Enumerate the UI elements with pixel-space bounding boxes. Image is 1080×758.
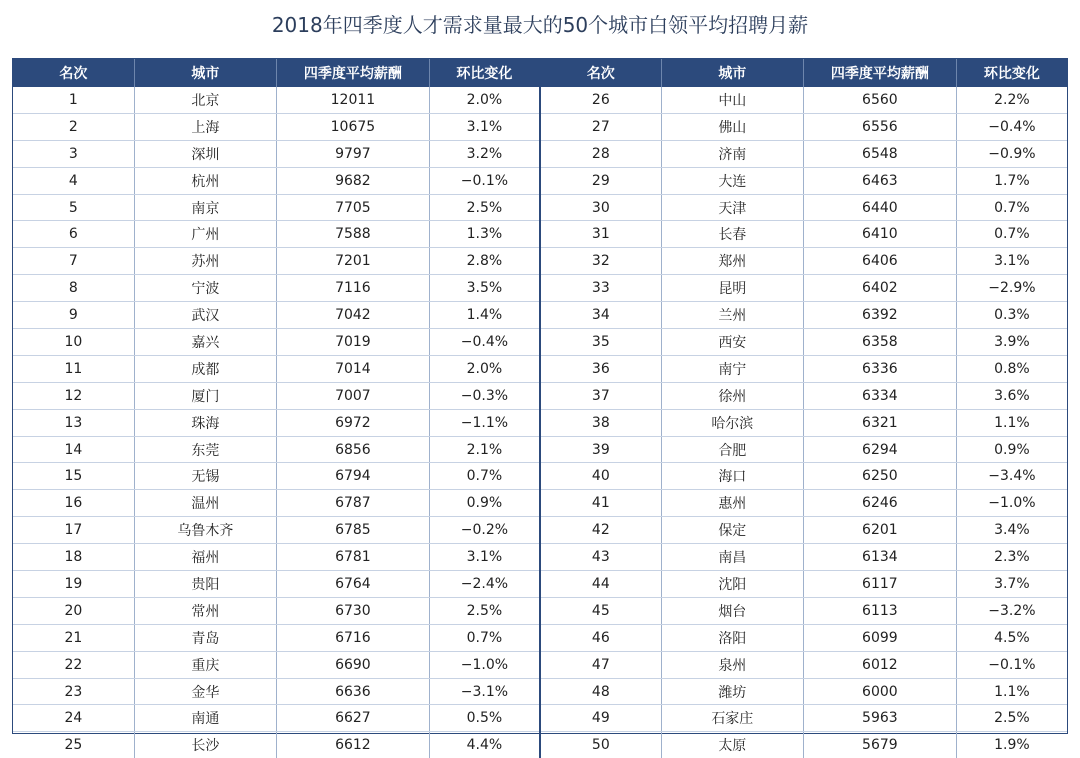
left-rank-cell: 4: [13, 167, 134, 194]
right-city-cell: 徐州: [661, 382, 803, 409]
left-change-cell: 0.7%: [429, 624, 540, 651]
left-salary-cell: 10675: [276, 113, 429, 140]
right-salary-cell: 6358: [803, 329, 956, 356]
left-change-cell: 4.4%: [429, 732, 540, 758]
left-rank-cell: 21: [13, 624, 134, 651]
left-city-cell: 珠海: [134, 409, 276, 436]
header-salary-right: 四季度平均薪酬: [803, 59, 956, 87]
right-salary-cell: 6548: [803, 140, 956, 167]
left-city-cell: 宁波: [134, 275, 276, 302]
left-change-cell: 2.5%: [429, 597, 540, 624]
right-city-cell: 兰州: [661, 302, 803, 329]
left-rank-cell: 18: [13, 544, 134, 571]
header-rank-right: 名次: [540, 59, 661, 87]
table-row: [13, 678, 1067, 705]
left-rank-cell: 12: [13, 382, 134, 409]
right-rank-cell: 37: [540, 382, 661, 409]
left-salary-cell: 7201: [276, 248, 429, 275]
left-city-cell: 温州: [134, 490, 276, 517]
left-city-cell: 杭州: [134, 167, 276, 194]
left-city-cell: 厦门: [134, 382, 276, 409]
right-city-cell: 惠州: [661, 490, 803, 517]
table-row: [13, 490, 1067, 517]
left-city-cell: 深圳: [134, 140, 276, 167]
right-change-cell: 3.6%: [956, 382, 1067, 409]
left-salary-cell: 7019: [276, 329, 429, 356]
right-city-cell: 昆明: [661, 275, 803, 302]
right-change-cell: 4.5%: [956, 624, 1067, 651]
right-change-cell: 3.4%: [956, 517, 1067, 544]
right-rank-cell: 35: [540, 329, 661, 356]
right-change-cell: 0.9%: [956, 436, 1067, 463]
left-salary-cell: 6612: [276, 732, 429, 758]
right-salary-cell: 5679: [803, 732, 956, 758]
left-city-cell: 成都: [134, 355, 276, 382]
right-city-cell: 泉州: [661, 651, 803, 678]
right-salary-cell: 6201: [803, 517, 956, 544]
left-rank-cell: 16: [13, 490, 134, 517]
right-rank-cell: 40: [540, 463, 661, 490]
right-city-cell: 佛山: [661, 113, 803, 140]
left-rank-cell: 5: [13, 194, 134, 221]
right-salary-cell: 6321: [803, 409, 956, 436]
right-change-cell: 3.1%: [956, 248, 1067, 275]
right-rank-cell: 45: [540, 597, 661, 624]
right-rank-cell: 27: [540, 113, 661, 140]
right-city-cell: 哈尔滨: [661, 409, 803, 436]
right-rank-cell: 30: [540, 194, 661, 221]
left-change-cell: −0.2%: [429, 517, 540, 544]
table-row: [13, 382, 1067, 409]
left-city-cell: 青岛: [134, 624, 276, 651]
table-row: [13, 705, 1067, 732]
left-city-cell: 乌鲁木齐: [134, 517, 276, 544]
left-city-cell: 贵阳: [134, 571, 276, 598]
left-change-cell: 2.0%: [429, 355, 540, 382]
table-row: [13, 275, 1067, 302]
table-row: [13, 87, 1067, 113]
left-rank-cell: 20: [13, 597, 134, 624]
right-change-cell: 2.3%: [956, 544, 1067, 571]
left-salary-cell: 6690: [276, 651, 429, 678]
right-rank-cell: 39: [540, 436, 661, 463]
left-salary-cell: 6856: [276, 436, 429, 463]
header-change-right: 环比变化: [956, 59, 1067, 87]
right-salary-cell: 6440: [803, 194, 956, 221]
salary-table: [13, 59, 1067, 758]
header-city-right: 城市: [661, 59, 803, 87]
right-city-cell: 保定: [661, 517, 803, 544]
left-salary-cell: 7588: [276, 221, 429, 248]
table-body: [13, 87, 1067, 758]
right-salary-cell: 6000: [803, 678, 956, 705]
right-city-cell: 郑州: [661, 248, 803, 275]
left-city-cell: 重庆: [134, 651, 276, 678]
right-salary-cell: 6246: [803, 490, 956, 517]
table-row: [13, 409, 1067, 436]
left-rank-cell: 7: [13, 248, 134, 275]
header-salary-left: 四季度平均薪酬: [276, 59, 429, 87]
header-rank-left: 名次: [13, 59, 134, 87]
right-rank-cell: 44: [540, 571, 661, 598]
right-city-cell: 长春: [661, 221, 803, 248]
left-change-cell: 3.1%: [429, 113, 540, 140]
right-city-cell: 烟台: [661, 597, 803, 624]
left-rank-cell: 24: [13, 705, 134, 732]
chart-title: 2018年四季度人才需求量最大的50个城市白领平均招聘月薪: [271, 13, 809, 37]
right-rank-cell: 48: [540, 678, 661, 705]
right-salary-cell: 6406: [803, 248, 956, 275]
left-city-cell: 武汉: [134, 302, 276, 329]
header-change-left: 环比变化: [429, 59, 540, 87]
right-rank-cell: 34: [540, 302, 661, 329]
right-salary-cell: 6012: [803, 651, 956, 678]
left-rank-cell: 11: [13, 355, 134, 382]
right-salary-cell: 6560: [803, 87, 956, 113]
left-city-cell: 嘉兴: [134, 329, 276, 356]
table-row: [13, 463, 1067, 490]
right-salary-cell: 5963: [803, 705, 956, 732]
right-rank-cell: 47: [540, 651, 661, 678]
table-row: [13, 302, 1067, 329]
left-city-cell: 广州: [134, 221, 276, 248]
right-salary-cell: 6556: [803, 113, 956, 140]
left-rank-cell: 19: [13, 571, 134, 598]
left-change-cell: −0.1%: [429, 167, 540, 194]
right-change-cell: 1.9%: [994, 737, 1030, 754]
right-salary-cell: 6336: [803, 355, 956, 382]
right-city-cell: 沈阳: [661, 571, 803, 598]
table-row: [13, 221, 1067, 248]
right-rank-cell: 26: [540, 87, 661, 113]
left-salary-cell: 9797: [276, 140, 429, 167]
right-change-cell: 0.8%: [956, 355, 1067, 382]
left-change-cell: −3.1%: [429, 678, 540, 705]
table-row: [13, 140, 1067, 167]
right-change-cell: −2.9%: [956, 275, 1067, 302]
left-salary-cell: 6781: [276, 544, 429, 571]
left-rank-cell: 3: [13, 140, 134, 167]
right-change-cell: 2.2%: [956, 87, 1067, 113]
right-change-cell: 0.7%: [956, 221, 1067, 248]
left-rank-cell: 10: [13, 329, 134, 356]
right-rank-cell: 43: [540, 544, 661, 571]
right-rank-cell: 42: [540, 517, 661, 544]
left-city-cell: 福州: [134, 544, 276, 571]
left-change-cell: 3.2%: [429, 140, 540, 167]
right-change-cell: 2.5%: [956, 705, 1067, 732]
right-rank-cell: 41: [540, 490, 661, 517]
left-rank-cell: 2: [13, 113, 134, 140]
right-change-cell: 3.9%: [956, 329, 1067, 356]
right-change-cell: −0.4%: [956, 113, 1067, 140]
left-rank-cell: 8: [13, 275, 134, 302]
table-row: [13, 436, 1067, 463]
right-change-cell: −1.0%: [956, 490, 1067, 517]
left-salary-cell: 6636: [276, 678, 429, 705]
right-change-cell: 0.7%: [956, 194, 1067, 221]
right-rank-cell: 46: [540, 624, 661, 651]
left-change-cell: −0.3%: [429, 382, 540, 409]
left-salary-cell: 7042: [276, 302, 429, 329]
left-salary-cell: 7705: [276, 194, 429, 221]
left-change-cell: 2.8%: [429, 248, 540, 275]
left-salary-cell: 6627: [276, 705, 429, 732]
left-city-cell: 金华: [134, 678, 276, 705]
right-city-cell: 西安: [661, 329, 803, 356]
header-city-left: 城市: [134, 59, 276, 87]
right-rank-cell: 32: [540, 248, 661, 275]
left-city-cell: 南京: [134, 194, 276, 221]
right-change-cell: 1.7%: [956, 167, 1067, 194]
left-change-cell: 0.9%: [429, 490, 540, 517]
left-rank-cell: 17: [13, 517, 134, 544]
right-city-cell: 济南: [661, 140, 803, 167]
right-salary-cell: 6392: [803, 302, 956, 329]
right-change-cell: −3.2%: [956, 597, 1067, 624]
right-salary-cell: 6402: [803, 275, 956, 302]
left-salary-cell: 7116: [276, 275, 429, 302]
table-row: [13, 329, 1067, 356]
right-rank-cell: 28: [540, 140, 661, 167]
table-row: [13, 651, 1067, 678]
right-city-cell: 洛阳: [661, 624, 803, 651]
table-row: [13, 194, 1067, 221]
right-rank-cell: 50: [540, 732, 661, 758]
left-change-cell: 2.0%: [429, 87, 540, 113]
right-salary-cell: 6134: [803, 544, 956, 571]
right-change-cell: −3.4%: [956, 463, 1067, 490]
left-city-cell: 上海: [134, 113, 276, 140]
salary-table-container: [12, 58, 1068, 755]
right-rank-cell: 29: [540, 167, 661, 194]
left-city-cell: 北京: [134, 87, 276, 113]
right-city-cell: 潍坊: [661, 678, 803, 705]
table-row: [13, 355, 1067, 382]
left-city-cell: 南通: [134, 705, 276, 732]
left-salary-cell: 9682: [276, 167, 429, 194]
left-city-cell: 苏州: [134, 248, 276, 275]
left-change-cell: 0.7%: [429, 463, 540, 490]
left-salary-cell: 6716: [276, 624, 429, 651]
right-city-cell: 大连: [661, 167, 803, 194]
right-salary-cell: 6463: [803, 167, 956, 194]
right-change-cell: −0.1%: [956, 651, 1067, 678]
left-change-cell: −0.4%: [429, 329, 540, 356]
table-row: [13, 167, 1067, 194]
table-row: [13, 732, 1067, 758]
table-row: [13, 113, 1067, 140]
right-rank-cell: 36: [540, 355, 661, 382]
left-salary-cell: 6730: [276, 597, 429, 624]
left-rank-cell: 13: [13, 409, 134, 436]
left-city-cell: 无锡: [134, 463, 276, 490]
left-salary-cell: 6794: [276, 463, 429, 490]
right-salary-cell: 6099: [803, 624, 956, 651]
right-salary-cell: 6117: [803, 571, 956, 598]
right-change-cell: 0.3%: [956, 302, 1067, 329]
left-salary-cell: 7007: [276, 382, 429, 409]
left-rank-cell: 25: [13, 732, 134, 758]
left-rank-cell: 1: [13, 87, 134, 113]
right-city-cell: 南昌: [661, 544, 803, 571]
right-salary-cell: 6334: [803, 382, 956, 409]
left-city-cell: 长沙: [134, 732, 276, 758]
right-city-cell: 天津: [661, 194, 803, 221]
right-city-cell: 南宁: [661, 355, 803, 382]
right-salary-cell: 6294: [803, 436, 956, 463]
left-salary-cell: 7014: [276, 355, 429, 382]
right-salary-cell: 6113: [803, 597, 956, 624]
table-row: [13, 544, 1067, 571]
table-row: [13, 597, 1067, 624]
left-salary-cell: 12011: [276, 87, 429, 113]
right-city-cell: 中山: [661, 87, 803, 113]
left-change-cell: −1.0%: [429, 651, 540, 678]
right-city-cell: 海口: [661, 463, 803, 490]
table-row: [13, 624, 1067, 651]
left-change-cell: −1.1%: [429, 409, 540, 436]
left-rank-cell: 23: [13, 678, 134, 705]
right-change-cell: −0.9%: [956, 140, 1067, 167]
right-change-cell: 1.1%: [956, 678, 1067, 705]
left-rank-cell: 6: [13, 221, 134, 248]
left-change-cell: 2.5%: [429, 194, 540, 221]
right-rank-cell: 33: [540, 275, 661, 302]
left-rank-cell: 22: [13, 651, 134, 678]
left-change-cell: 2.1%: [429, 436, 540, 463]
right-city-cell: 太原: [661, 732, 803, 758]
table-row: [13, 248, 1067, 275]
right-salary-cell: 6410: [803, 221, 956, 248]
right-change-cell: 3.7%: [956, 571, 1067, 598]
right-rank-cell: 31: [540, 221, 661, 248]
left-change-cell: 0.5%: [429, 705, 540, 732]
left-rank-cell: 9: [13, 302, 134, 329]
right-city-cell: 石家庄: [661, 705, 803, 732]
left-salary-cell: 6787: [276, 490, 429, 517]
left-change-cell: 1.4%: [429, 302, 540, 329]
left-change-cell: 1.3%: [429, 221, 540, 248]
right-change-cell: 1.1%: [956, 409, 1067, 436]
left-change-cell: −2.4%: [429, 571, 540, 598]
left-city-cell: 东莞: [134, 436, 276, 463]
left-city-cell: 常州: [134, 597, 276, 624]
left-change-cell: 3.5%: [429, 275, 540, 302]
header-row: [13, 59, 1067, 87]
left-change-cell: 3.1%: [429, 544, 540, 571]
right-rank-cell: 49: [540, 705, 661, 732]
left-rank-cell: 14: [13, 436, 134, 463]
right-rank-cell: 38: [540, 409, 661, 436]
table-row: [13, 571, 1067, 598]
left-rank-cell: 15: [13, 463, 134, 490]
left-salary-cell: 6972: [276, 409, 429, 436]
left-salary-cell: 6764: [276, 571, 429, 598]
left-salary-cell: 6785: [276, 517, 429, 544]
right-city-cell: 合肥: [661, 436, 803, 463]
table-row: [13, 517, 1067, 544]
right-salary-cell: 6250: [803, 463, 956, 490]
